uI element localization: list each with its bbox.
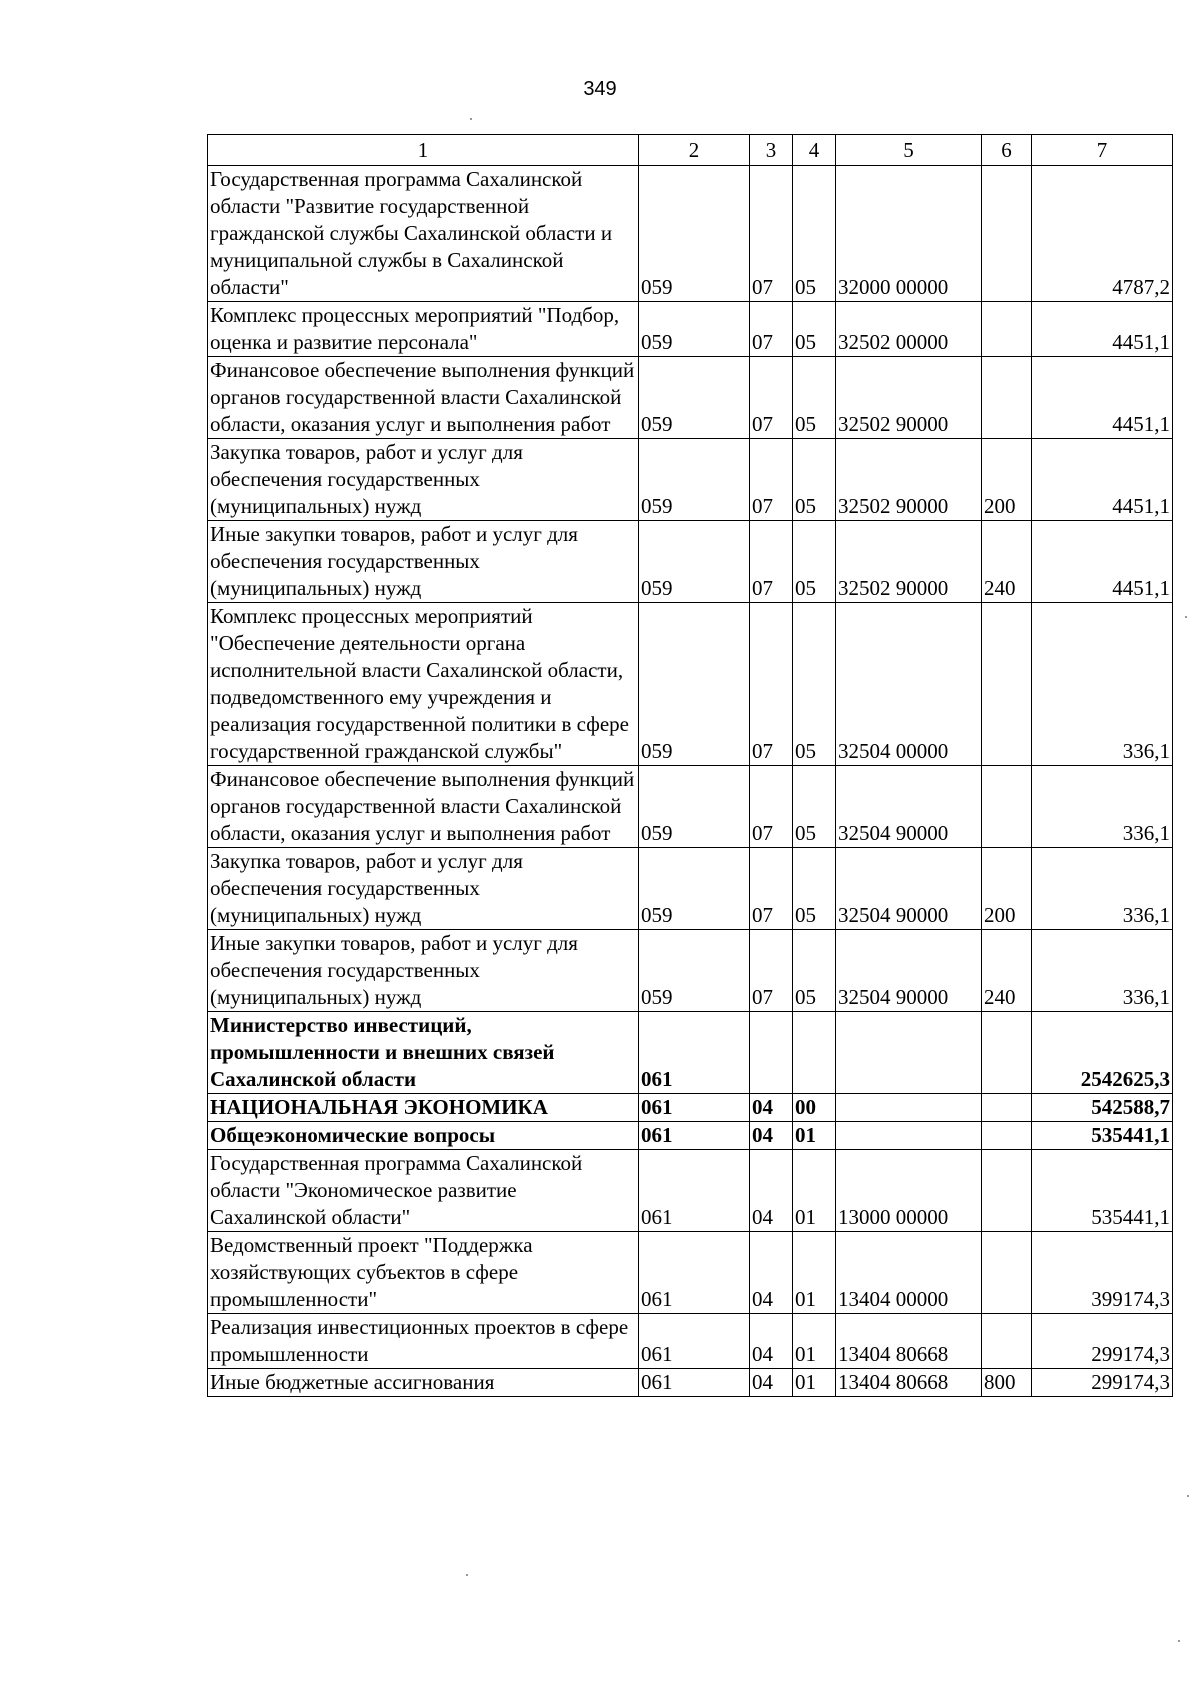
row-name-cell: Финансовое обеспечение выполнения функций органов государственной власти Сахалинской области, оказания услуг и выполнения работ	[208, 357, 639, 439]
expense-type-cell	[982, 603, 1032, 766]
admin-code-cell: 061	[639, 1012, 750, 1094]
row-name-cell: Ведомственный проект "Поддержка хозяйствующих субъектов в сфере промышленности"	[208, 1232, 639, 1314]
table-row	[208, 766, 1173, 848]
expense-type-cell	[982, 1232, 1032, 1314]
expense-type-cell: 200	[982, 439, 1032, 521]
subsection-code-cell: 05	[793, 603, 836, 766]
target-article-cell: 13000 00000	[836, 1150, 982, 1232]
amount-cell: 4451,1	[1032, 521, 1173, 603]
column-header-2: 2	[639, 135, 750, 166]
subsection-code-cell: 01	[793, 1314, 836, 1369]
row-name-cell: Финансовое обеспечение выполнения функций органов государственной власти Сахалинской области, оказания услуг и выполнения работ	[208, 766, 639, 848]
expense-type-cell	[982, 1094, 1032, 1122]
expense-type-cell	[982, 766, 1032, 848]
column-header-6: 6	[982, 135, 1032, 166]
row-name-cell: НАЦИОНАЛЬНАЯ ЭКОНОМИКА	[208, 1094, 639, 1122]
row-name-cell: Государственная программа Сахалинской области "Экономическое развитие Сахалинской области"	[208, 1150, 639, 1232]
table-row	[208, 1122, 1173, 1150]
section-code-cell: 07	[750, 930, 793, 1012]
table-row	[208, 357, 1173, 439]
header-row	[208, 135, 1173, 166]
section-code-cell: 07	[750, 521, 793, 603]
expense-type-cell	[982, 357, 1032, 439]
column-header-5: 5	[836, 135, 982, 166]
expense-type-cell	[982, 1012, 1032, 1094]
amount-cell: 535441,1	[1032, 1122, 1173, 1150]
row-name-cell: Общеэкономические вопросы	[208, 1122, 639, 1150]
amount-cell: 4787,2	[1032, 166, 1173, 302]
row-name-cell: Закупка товаров, работ и услуг для обеспечения государственных (муниципальных) нужд	[208, 848, 639, 930]
table-row	[208, 1150, 1173, 1232]
target-article-cell: 13404 80668	[836, 1314, 982, 1369]
subsection-code-cell: 01	[793, 1232, 836, 1314]
row-name-cell: Иные закупки товаров, работ и услуг для обеспечения государственных (муниципальных) нужд	[208, 521, 639, 603]
subsection-code-cell: 05	[793, 302, 836, 357]
amount-cell: 4451,1	[1032, 302, 1173, 357]
budget-table	[207, 134, 1173, 1397]
table-row	[208, 1369, 1173, 1397]
subsection-code-cell: 05	[793, 930, 836, 1012]
column-header-4: 4	[793, 135, 836, 166]
target-article-cell: 32502 90000	[836, 357, 982, 439]
expense-type-cell	[982, 1150, 1032, 1232]
row-name-cell: Иные бюджетные ассигнования	[208, 1369, 639, 1397]
admin-code-cell: 061	[639, 1369, 750, 1397]
target-article-cell: 32504 00000	[836, 603, 982, 766]
row-name-cell: Государственная программа Сахалинской области "Развитие государственной гражданской службы Сахалинской области и муниципальной службы в Сахалинской области"	[208, 166, 639, 302]
section-code-cell: 04	[750, 1094, 793, 1122]
amount-cell: 4451,1	[1032, 357, 1173, 439]
expense-type-cell	[982, 1122, 1032, 1150]
admin-code-cell: 061	[639, 1122, 750, 1150]
expense-type-cell	[982, 1314, 1032, 1369]
admin-code-cell: 059	[639, 166, 750, 302]
table-row	[208, 521, 1173, 603]
scan-speck	[470, 118, 472, 120]
admin-code-cell: 059	[639, 302, 750, 357]
subsection-code-cell: 01	[793, 1369, 836, 1397]
amount-cell: 336,1	[1032, 930, 1173, 1012]
target-article-cell: 32504 90000	[836, 848, 982, 930]
section-code-cell: 07	[750, 166, 793, 302]
section-code-cell: 04	[750, 1369, 793, 1397]
subsection-code-cell: 00	[793, 1094, 836, 1122]
column-header-3: 3	[750, 135, 793, 166]
section-code-cell: 07	[750, 848, 793, 930]
admin-code-cell: 059	[639, 766, 750, 848]
row-name-cell: Министерство инвестиций, промышленности и внешних связей Сахалинской области	[208, 1012, 639, 1094]
subsection-code-cell: 05	[793, 357, 836, 439]
amount-cell: 299174,3	[1032, 1314, 1173, 1369]
scan-speck	[466, 1574, 468, 1576]
expense-type-cell	[982, 302, 1032, 357]
table-row	[208, 848, 1173, 930]
expense-type-cell: 240	[982, 521, 1032, 603]
table-row	[208, 1012, 1173, 1094]
target-article-cell	[836, 1094, 982, 1122]
admin-code-cell: 059	[639, 357, 750, 439]
subsection-code-cell: 05	[793, 521, 836, 603]
admin-code-cell: 061	[639, 1150, 750, 1232]
subsection-code-cell: 01	[793, 1150, 836, 1232]
admin-code-cell: 059	[639, 521, 750, 603]
section-code-cell: 04	[750, 1232, 793, 1314]
row-name-cell: Комплекс процессных мероприятий "Подбор, оценка и развитие персонала"	[208, 302, 639, 357]
amount-cell: 336,1	[1032, 848, 1173, 930]
target-article-cell: 13404 00000	[836, 1232, 982, 1314]
scan-speck	[1187, 1495, 1189, 1497]
table-row	[208, 166, 1173, 302]
expense-type-cell: 800	[982, 1369, 1032, 1397]
amount-cell: 299174,3	[1032, 1369, 1173, 1397]
expense-type-cell: 240	[982, 930, 1032, 1012]
section-code-cell: 07	[750, 766, 793, 848]
target-article-cell: 32502 90000	[836, 439, 982, 521]
section-code-cell: 07	[750, 302, 793, 357]
subsection-code-cell: 05	[793, 848, 836, 930]
admin-code-cell: 059	[639, 603, 750, 766]
table-row	[208, 302, 1173, 357]
table-row	[208, 1094, 1173, 1122]
target-article-cell: 32502 00000	[836, 302, 982, 357]
amount-cell: 336,1	[1032, 766, 1173, 848]
target-article-cell	[836, 1012, 982, 1094]
table-row	[208, 1232, 1173, 1314]
admin-code-cell: 061	[639, 1314, 750, 1369]
admin-code-cell: 061	[639, 1094, 750, 1122]
table-row	[208, 930, 1173, 1012]
page-number: 349	[583, 78, 617, 100]
section-code-cell: 07	[750, 603, 793, 766]
row-name-cell: Иные закупки товаров, работ и услуг для обеспечения государственных (муниципальных) нужд	[208, 930, 639, 1012]
subsection-code-cell: 05	[793, 439, 836, 521]
section-code-cell: 04	[750, 1150, 793, 1232]
expense-type-cell: 200	[982, 848, 1032, 930]
subsection-code-cell: 01	[793, 1122, 836, 1150]
amount-cell: 542588,7	[1032, 1094, 1173, 1122]
target-article-cell: 32504 90000	[836, 930, 982, 1012]
admin-code-cell: 059	[639, 439, 750, 521]
amount-cell: 4451,1	[1032, 439, 1173, 521]
subsection-code-cell	[793, 1012, 836, 1094]
table-row	[208, 439, 1173, 521]
table-row	[208, 1314, 1173, 1369]
subsection-code-cell: 05	[793, 166, 836, 302]
table-row	[208, 603, 1173, 766]
table-body	[208, 166, 1173, 1397]
admin-code-cell: 059	[639, 930, 750, 1012]
target-article-cell	[836, 1122, 982, 1150]
target-article-cell: 32000 00000	[836, 166, 982, 302]
section-code-cell: 04	[750, 1314, 793, 1369]
subsection-code-cell: 05	[793, 766, 836, 848]
admin-code-cell: 059	[639, 848, 750, 930]
scan-speck	[1178, 1640, 1180, 1642]
target-article-cell: 32504 90000	[836, 766, 982, 848]
target-article-cell: 13404 80668	[836, 1369, 982, 1397]
section-code-cell	[750, 1012, 793, 1094]
admin-code-cell: 061	[639, 1232, 750, 1314]
amount-cell: 2542625,3	[1032, 1012, 1173, 1094]
row-name-cell: Закупка товаров, работ и услуг для обеспечения государственных (муниципальных) нужд	[208, 439, 639, 521]
column-header-7: 7	[1032, 135, 1173, 166]
scan-speck	[1185, 616, 1187, 618]
amount-cell: 399174,3	[1032, 1232, 1173, 1314]
amount-cell: 336,1	[1032, 603, 1173, 766]
section-code-cell: 04	[750, 1122, 793, 1150]
row-name-cell: Комплекс процессных мероприятий "Обеспечение деятельности органа исполнительной власти Сахалинской области, подведомственного ему учреждения и реализация государственной политики в сфере государственной гражданской службы"	[208, 603, 639, 766]
column-header-1: 1	[208, 135, 639, 166]
row-name-cell: Реализация инвестиционных проектов в сфере промышленности	[208, 1314, 639, 1369]
expense-type-cell	[982, 166, 1032, 302]
section-code-cell: 07	[750, 439, 793, 521]
amount-cell: 535441,1	[1032, 1150, 1173, 1232]
section-code-cell: 07	[750, 357, 793, 439]
target-article-cell: 32502 90000	[836, 521, 982, 603]
